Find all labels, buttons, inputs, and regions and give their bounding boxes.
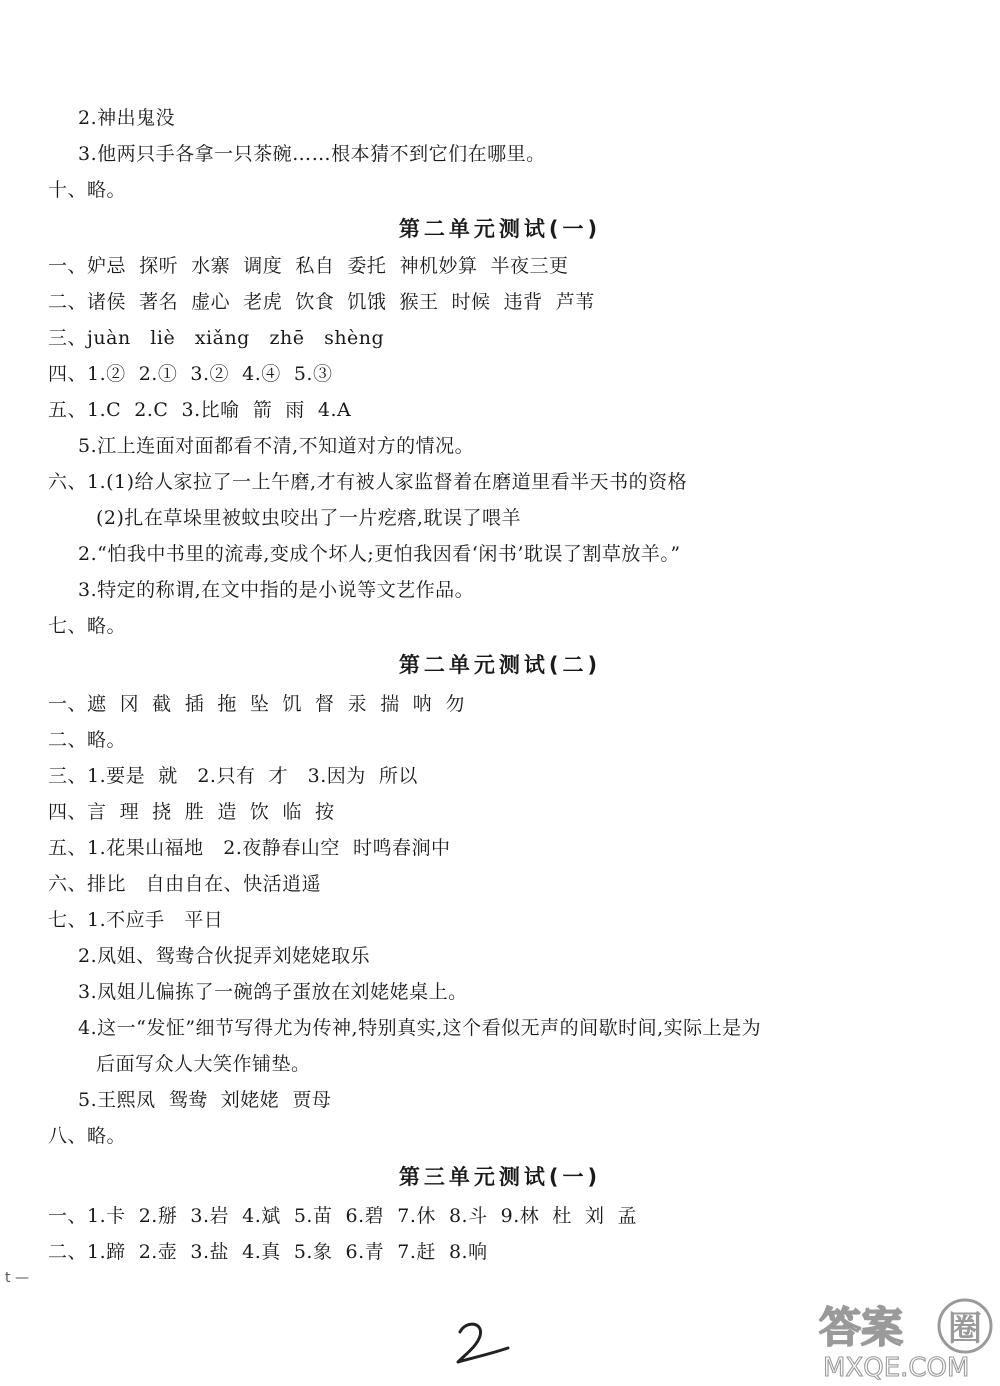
answer-line: (2)扎在草垛里被蚊虫咬出了一片疙瘩,耽误了喂羊 — [96, 507, 521, 529]
margin-mark: t — — [5, 1270, 29, 1286]
svg-text:答案: 答案 — [819, 1303, 904, 1352]
answer-line: 一、妒忌 探听 水寨 调度 私自 委托 神机妙算 半夜三更 — [48, 255, 569, 277]
answer-line: 5.江上连面对面都看不清,不知道对方的情况。 — [78, 435, 475, 457]
answer-line: 六、1.(1)给人家拉了一上午磨,才有被人家监督着在磨道里看半天书的资格 — [48, 471, 688, 493]
answer-line: 5.王熙凤 鸳鸯 刘姥姥 贾母 — [78, 1089, 332, 1111]
answer-line: 二、1.蹄 2.壶 3.盐 4.真 5.象 6.青 7.赶 8.响 — [48, 1241, 488, 1263]
answer-line: 三、juàn liè xiǎng zhē shèng — [48, 327, 385, 349]
answer-line: 五、1.花果山福地 2.夜静春山空 时鸣春涧中 — [48, 837, 451, 859]
svg-text:MXQE.COM: MXQE.COM — [823, 1353, 970, 1382]
section-heading: 第三单元测试(一) — [398, 1165, 602, 1189]
answer-line: 一、遮 冈 截 插 拖 坠 饥 督 汞 揣 呐 勿 — [48, 693, 465, 715]
answer-line: 六、排比 自由自在、快活逍遥 — [48, 873, 322, 895]
answer-line: 3.特定的称谓,在文中指的是小说等文艺作品。 — [78, 579, 475, 601]
answer-line: 七、1.不应手 平日 — [48, 909, 224, 931]
answer-line: 二、略。 — [48, 729, 127, 751]
answer-line: 十、略。 — [48, 179, 127, 201]
answer-line: 一、1.卡 2.掰 3.岩 4.斌 5.苗 6.碧 7.休 8.斗 9.林 杜 刘 孟 — [48, 1205, 638, 1227]
answer-line: 后面写众人大笑作铺垫。 — [96, 1053, 311, 1075]
answer-line: 四、1.② 2.① 3.② 4.④ 5.③ — [48, 363, 333, 385]
answer-line: 2.神出鬼没 — [78, 107, 176, 129]
answer-line: 三、1.要是 就 2.只有 才 3.因为 所以 — [48, 765, 418, 787]
answer-line: 七、略。 — [48, 615, 127, 637]
answer-line: 3.凤姐儿偏拣了一碗鸽子蛋放在刘姥姥桌上。 — [78, 981, 468, 1003]
handwritten-page-number — [452, 1318, 512, 1368]
answer-line: 五、1.C 2.C 3.比喻 箭 雨 4.A — [48, 399, 352, 421]
answer-line: 八、略。 — [48, 1125, 127, 1147]
answer-line: 4.这一“发怔”细节写得尤为传神,特别真实,这个看似无声的间歇时间,实际上是为 — [78, 1017, 762, 1039]
watermark-logo — [815, 1296, 995, 1382]
section-heading: 第二单元测试(一) — [398, 217, 602, 241]
answer-line: 2.“怕我中书里的流毒,变成个坏人;更怕我因看‘闲书’耽误了割草放羊。” — [78, 543, 681, 565]
answer-line: 3.他两只手各拿一只茶碗……根本猜不到它们在哪里。 — [78, 143, 546, 165]
section-heading: 第二单元测试(二) — [398, 653, 602, 677]
answer-line: 2.凤姐、鸳鸯合伙捉弄刘姥姥取乐 — [78, 945, 371, 967]
svg-text:圈: 圈 — [948, 1309, 982, 1349]
answer-line: 四、言 理 挠 胜 造 饮 临 按 — [48, 801, 335, 823]
answer-line: 二、诸侯 著名 虚心 老虎 饮食 饥饿 猴王 时候 违背 芦苇 — [48, 291, 595, 313]
